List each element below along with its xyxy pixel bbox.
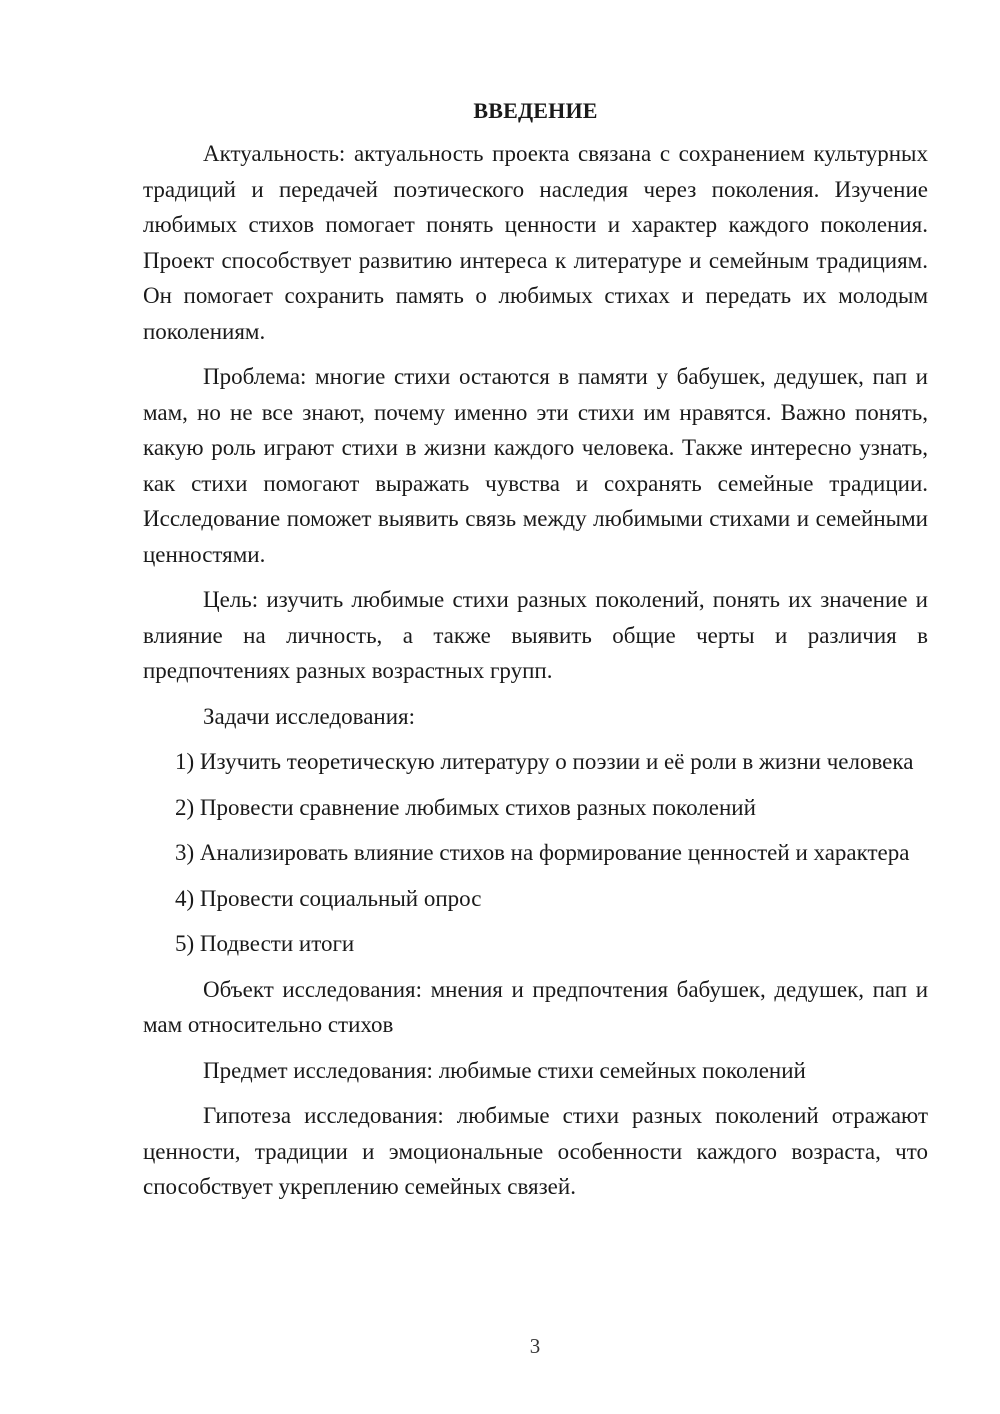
section-title: ВВЕДЕНИЕ <box>473 98 598 123</box>
paragraph-goal: Цель: изучить любимые стихи разных поколений, понять их значение и влияние на личность, а также выявить общие черты и различия в предпочтениях разных возрастных групп. <box>143 587 928 683</box>
paragraph-object: Объект исследования: мнения и предпочтения бабушек, дедушек, пап и мам относительно стихов <box>143 976 928 1037</box>
task-item-2: 2) Провести сравнение любимых стихов разных поколений <box>175 794 756 820</box>
task-item-1: 1) Изучить теоретическую литературу о поэзии и её роли в жизни человека <box>175 749 914 774</box>
task-item-4: 4) Провести социальный опрос <box>175 885 482 911</box>
page-body <box>143 96 928 1205</box>
paragraph-subject: Предмет исследования: любимые стихи семейных поколений <box>203 1057 806 1083</box>
task-item-5: 5) Подвести итоги <box>175 931 355 956</box>
paragraph-problem: Проблема: многие стихи остаются в памяти у бабушек, дедушек, пап и мам, но не все знают, почему именно эти стихи им нравятся. Важно понять, какую роль играют стихи в жизни каждого человека. Также интересно узнать, как стихи помогают выражать чувства и сохранять семейные традиции. Исследование поможет выявить связь между любимыми стихами и семейными ценностями. <box>143 364 928 567</box>
page-number: 3 <box>529 1334 541 1358</box>
paragraph-relevance: Актуальность: актуальность проекта связана с сохранением культурных традиций и передачей поэтического наследия через поколения. Изучение любимых стихов помогает понять ценности и характер каждого поколения. Проект способствует развитию интереса к литературе и семейным традициям. Он помогает сохранить память о любимых стихах и передать их молодым поколениям. <box>143 141 928 344</box>
paragraph-hypothesis: Гипотеза исследования: любимые стихи разных поколений отражают ценности, традиции и эмоциональные особенности каждого возраста, что способствует укреплению семейных связей. <box>143 1103 928 1199</box>
tasks-heading: Задачи исследования: <box>203 703 416 729</box>
task-item-3: 3) Анализировать влияние стихов на формирование ценностей и характера <box>175 840 910 865</box>
